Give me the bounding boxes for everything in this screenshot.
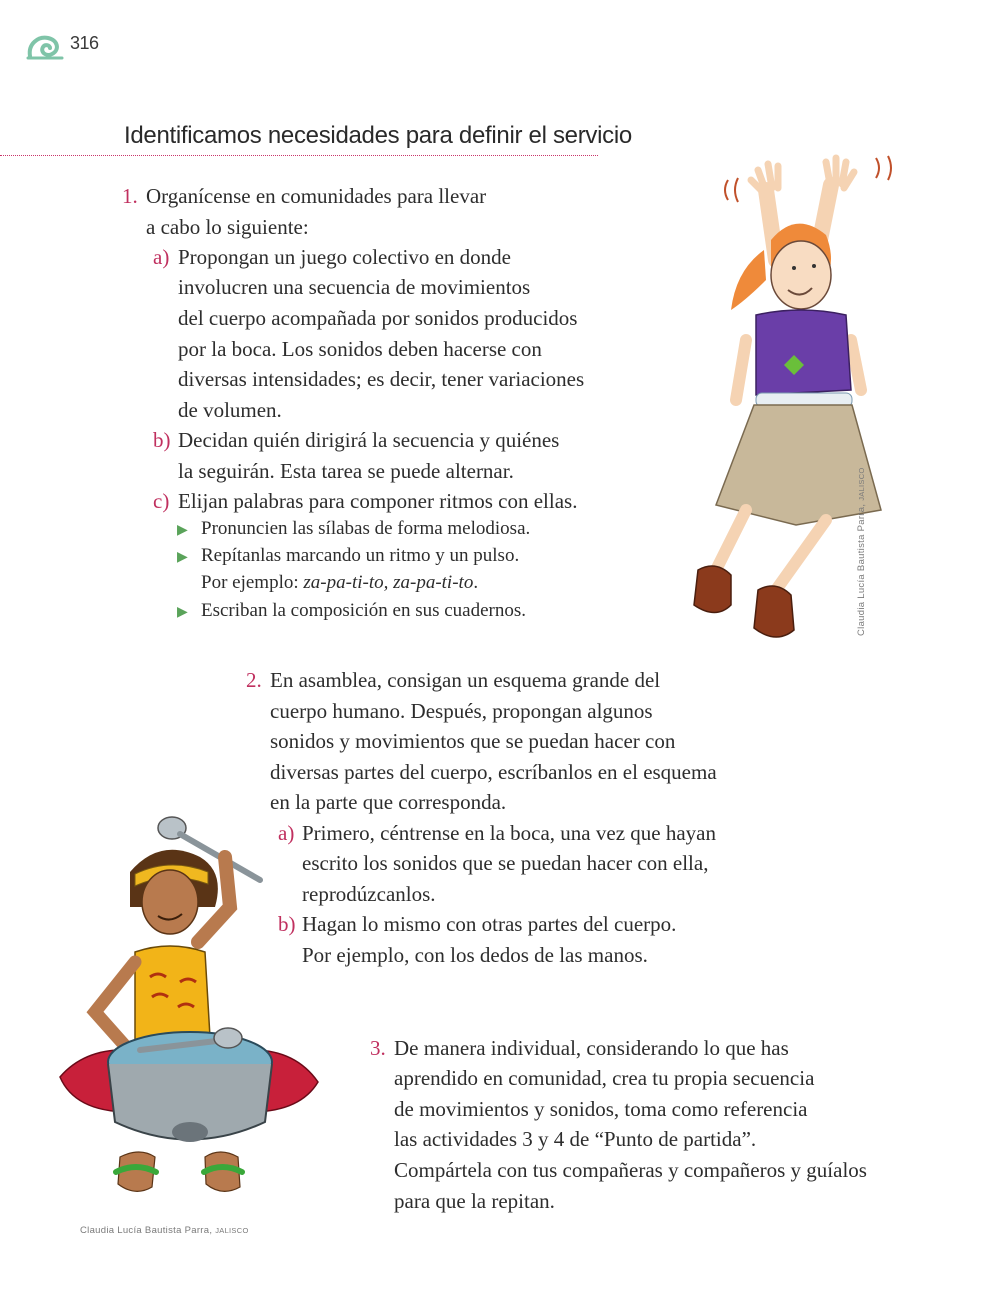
subitem-letter: a)	[278, 821, 295, 845]
subitem-line: Hagan lo mismo con otras partes del cuerpo.	[302, 912, 677, 936]
subitem-line: Elijan palabras para componer ritmos con ellas.	[178, 489, 578, 513]
subitem-letter: a)	[153, 245, 170, 269]
item-number: 2.	[246, 668, 262, 692]
subitem-line: reprodúzcanlos.	[302, 882, 436, 906]
item-text-line: aprendido en comunidad, crea tu propia secuencia	[394, 1066, 815, 1090]
item-text-line: cuerpo humano. Después, propongan algunos	[270, 699, 653, 723]
subitem-line: del cuerpo acompañada por sonidos producidos	[178, 306, 578, 330]
arrow-bullet-icon: ▶	[177, 523, 188, 538]
item-number: 3.	[370, 1036, 386, 1060]
item-text-line: Compártela con tus compañeras y compañeros y guíalos	[394, 1158, 867, 1182]
item-text-line: En asamblea, consigan un esquema grande del	[270, 668, 661, 692]
bullet-item: ▶ Repítanlas marcando un ritmo y un pulso.	[177, 542, 519, 571]
bullet-item: ▶ Escriban la composición en sus cuadernos.	[177, 597, 526, 626]
item-text-line: Organícense en comunidades para llevar	[146, 184, 487, 208]
item-text-line: De manera individual, considerando lo que has	[394, 1036, 789, 1060]
item-text-line: de movimientos y sonidos, toma como referencia	[394, 1097, 808, 1121]
bullet-example: Por ejemplo: za-pa-ti-to, za-pa-ti-to.	[201, 572, 479, 593]
bullet-item: ▶ Pronuncien las sílabas de forma melodiosa.	[177, 515, 530, 544]
page-number: 316	[70, 33, 99, 53]
item-text-line: diversas partes del cuerpo, escríbanlos en el esquema	[270, 760, 717, 784]
illustration-credit-boy: Claudia Lucía Bautista Parra, JALISCO	[80, 1225, 249, 1236]
subitem-line: Decidan quién dirigirá la secuencia y quiénes	[178, 428, 560, 452]
subitem-line: involucren una secuencia de movimientos	[178, 275, 531, 299]
section-title: Identificamos necesidades para definir el servicio	[124, 122, 632, 149]
girl-jumping-illustration	[676, 150, 906, 650]
arrow-bullet-icon: ▶	[177, 550, 188, 565]
subitem-line: la seguirán. Esta tarea se puede alternar.	[178, 459, 514, 483]
subitem-line: diversas intensidades; es decir, tener variaciones	[178, 367, 585, 391]
item-text-line: para que la repitan.	[394, 1189, 555, 1213]
item-number: 1.	[122, 184, 138, 208]
arrow-bullet-icon: ▶	[177, 605, 188, 620]
item-text-line: las actividades 3 y 4 de “Punto de partida”.	[394, 1127, 757, 1151]
subitem-letter: c)	[153, 489, 170, 513]
item-text-line: en la parte que corresponda.	[270, 790, 507, 814]
subitem-line: de volumen.	[178, 398, 282, 422]
subitem-letter: b)	[278, 912, 296, 936]
item-text-line: a cabo lo siguiente:	[146, 215, 309, 239]
subitem-line: por la boca. Los sonidos deben hacerse con	[178, 337, 542, 361]
item-text-line: sonidos y movimientos que se puedan hacer con	[270, 729, 676, 753]
subitem-letter: b)	[153, 428, 171, 452]
subitem-line: Primero, céntrense en la boca, una vez que hayan	[302, 821, 716, 845]
illustration-credit-girl: Claudia Lucía Bautista Parra, JALISCO	[856, 467, 867, 636]
title-divider	[0, 155, 598, 156]
subitem-line: escrito los sonidos que se puedan hacer con ella,	[302, 851, 709, 875]
subitem-line: Por ejemplo, con los dedos de las manos.	[302, 943, 648, 967]
boy-drumming-illustration	[40, 812, 340, 1212]
subitem-line: Propongan un juego colectivo en donde	[178, 245, 512, 269]
spiral-logo-icon	[26, 32, 64, 60]
